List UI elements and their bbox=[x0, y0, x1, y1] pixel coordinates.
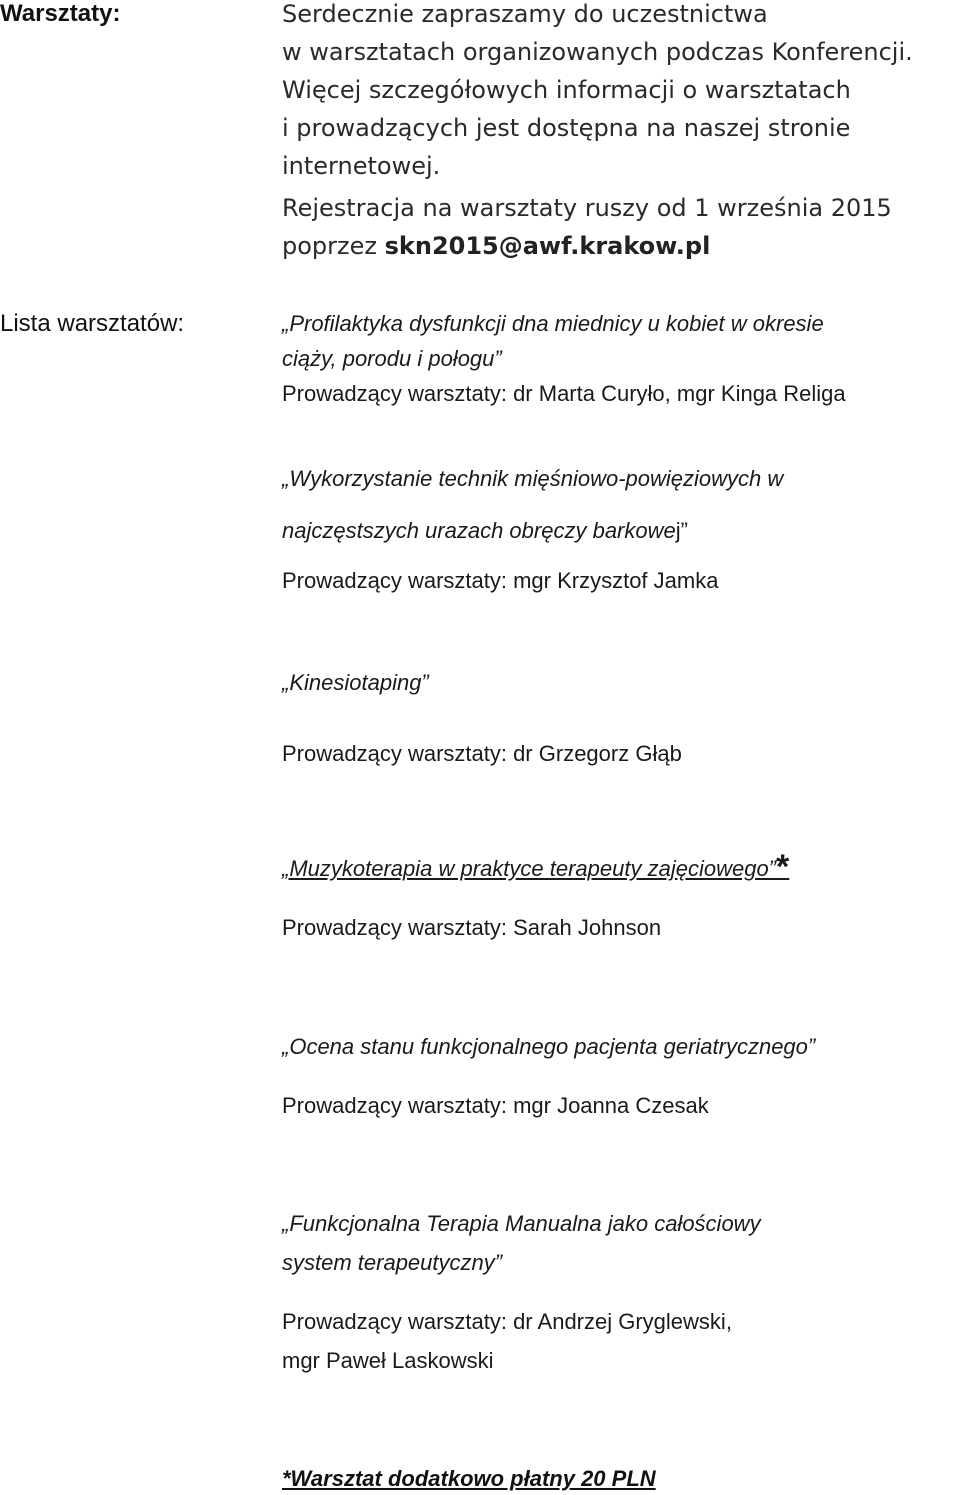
intro-line-1: Serdecznie zapraszamy do uczestnictwa bbox=[282, 0, 768, 28]
workshop-leader: Prowadzący warsztaty: mgr Krzysztof Jamka bbox=[282, 568, 719, 593]
workshop-title: „Wykorzystanie technik mięśniowo-powięziowych w bbox=[282, 466, 784, 491]
workshop-title-continued: system terapeutyczny” bbox=[282, 1250, 503, 1275]
workshop-title-continued: najczęstszych urazach obręczy barkowej” bbox=[282, 518, 688, 543]
workshops-label: Warsztaty: bbox=[0, 0, 121, 27]
workshop-title: „Funkcjonalna Terapia Manualna jako całościowy bbox=[282, 1211, 761, 1236]
workshop-leader: Prowadzący warsztaty: dr Marta Curyło, mgr Kinga Religa bbox=[282, 381, 846, 406]
registration-line: Rejestracja na warsztaty ruszy od 1 września 2015 bbox=[282, 194, 892, 222]
intro-line-4: i prowadzących jest dostępna na naszej stronie bbox=[282, 114, 851, 142]
intro-line-5: internetowej. bbox=[282, 152, 441, 180]
workshop-leader: Prowadzący warsztaty: dr Andrzej Gryglewski, bbox=[282, 1309, 732, 1334]
intro-line-3: Więcej szczegółowych informacji o warsztatach bbox=[282, 76, 851, 104]
workshop-leader: Prowadzący warsztaty: dr Grzegorz Głąb bbox=[282, 741, 682, 766]
title-tail: j” bbox=[675, 518, 688, 543]
workshop-title: „Kinesiotaping” bbox=[282, 670, 429, 695]
workshop-title: „Ocena stanu funkcjonalnego pacjenta geriatrycznego” bbox=[282, 1034, 816, 1059]
registration-email[interactable]: skn2015@awf.krakow.pl bbox=[384, 232, 711, 260]
via-prefix: poprzez bbox=[282, 232, 385, 260]
workshop-title: „Muzykoterapia w praktyce terapeuty zajęciowego”* bbox=[282, 848, 790, 886]
paid-marker: * bbox=[776, 848, 790, 886]
workshop-leader: Prowadzący warsztaty: mgr Joanna Czesak bbox=[282, 1093, 709, 1118]
workshop-list-label: Lista warsztatów: bbox=[0, 310, 185, 337]
workshop-leader-continued: mgr Paweł Laskowski bbox=[282, 1348, 494, 1373]
workshop-title-continued: ciąży, porodu i połogu” bbox=[282, 346, 502, 371]
paid-footnote: *Warsztat dodatkowo płatny 20 PLN bbox=[282, 1466, 656, 1491]
workshop-leader: Prowadzący warsztaty: Sarah Johnson bbox=[282, 915, 662, 940]
registration-email-line bbox=[282, 227, 710, 265]
intro-line-2: w warsztatach organizowanych podczas Konferencji. bbox=[282, 38, 913, 66]
workshop-title: „Profilaktyka dysfunkcji dna miednicy u kobiet w okresie bbox=[282, 311, 824, 336]
